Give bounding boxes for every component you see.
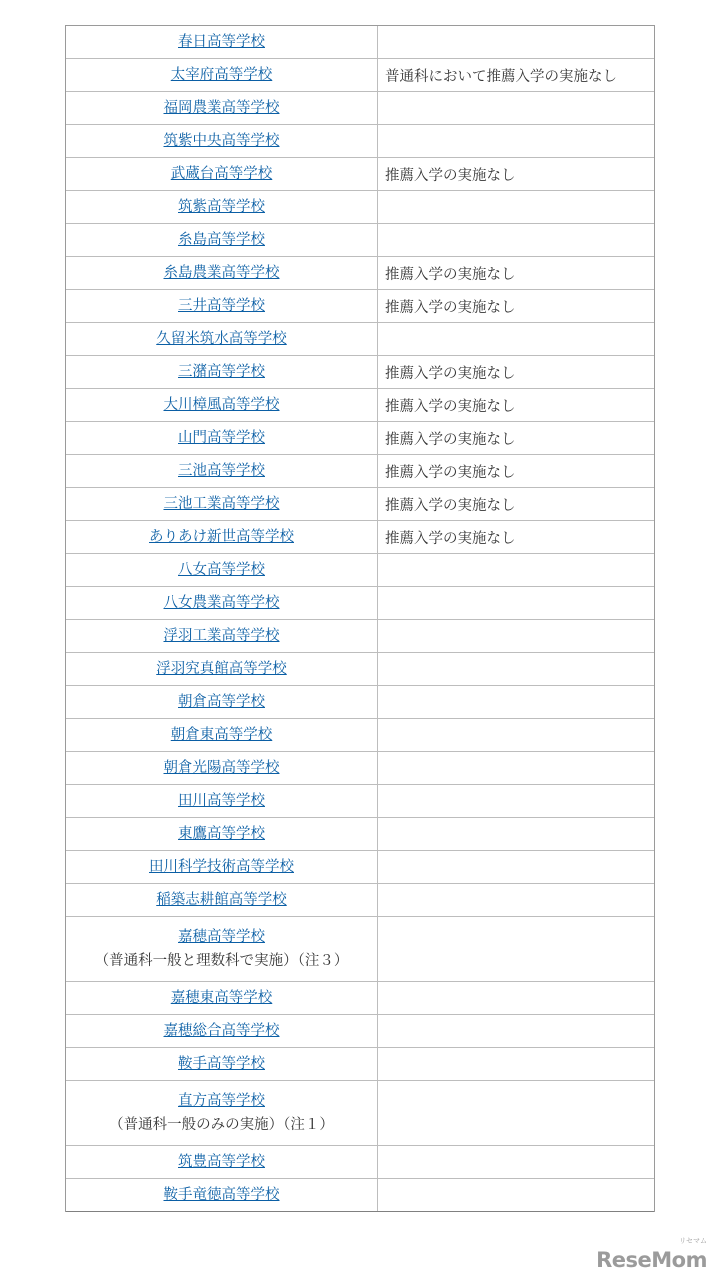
note-cell (378, 125, 654, 157)
school-link[interactable]: 嘉穂高等学校 (178, 929, 265, 945)
note-cell (378, 982, 654, 1014)
school-link[interactable]: 春日高等学校 (178, 34, 265, 50)
note-cell: 推薦入学の実施なし (385, 365, 516, 382)
school-link[interactable]: 三井高等学校 (178, 298, 265, 314)
table-row (66, 26, 654, 59)
school-link[interactable]: 浮羽工業高等学校 (163, 628, 280, 644)
school-name-cell (66, 521, 378, 553)
table-row (66, 719, 654, 752)
note-cell (378, 92, 654, 124)
school-link[interactable]: 朝倉光陽高等学校 (163, 760, 280, 776)
school-link[interactable]: ありあけ新世高等学校 (149, 529, 294, 545)
school-link[interactable]: 八女高等学校 (178, 562, 265, 578)
school-link[interactable]: 朝倉東高等学校 (170, 727, 273, 743)
school-name-cell (66, 818, 378, 850)
school-name-cell (66, 1048, 378, 1080)
table-row (66, 356, 654, 389)
school-link[interactable]: 直方高等学校 (178, 1093, 265, 1109)
school-link[interactable]: 鞍手高等学校 (178, 1056, 265, 1072)
school-name-cell (66, 917, 378, 981)
table-row (66, 125, 654, 158)
school-table (65, 25, 655, 1212)
table-row (66, 884, 654, 917)
school-link[interactable]: 稲築志耕館高等学校 (156, 892, 287, 908)
note-cell (378, 1146, 654, 1178)
note-cell: 推薦入学の実施なし (385, 530, 516, 547)
school-name-cell (66, 686, 378, 718)
school-link[interactable]: 浮羽究真館高等学校 (156, 661, 287, 677)
note-cell (378, 587, 654, 619)
school-name-cell (66, 1015, 378, 1047)
table-row (66, 257, 654, 290)
table-row (66, 785, 654, 818)
note-cell: 推薦入学の実施なし (385, 167, 516, 184)
school-name-cell (66, 92, 378, 124)
note-cell (378, 224, 654, 256)
school-link[interactable]: 筑紫高等学校 (178, 199, 265, 215)
note-cell (378, 884, 654, 916)
school-name-cell (66, 785, 378, 817)
school-link[interactable]: 山門高等学校 (178, 430, 265, 446)
note-cell (378, 1048, 654, 1080)
school-link[interactable]: 糸島高等学校 (178, 232, 265, 248)
table-row (66, 224, 654, 257)
note-cell (378, 191, 654, 223)
note-cell (378, 1015, 654, 1047)
table-row (66, 686, 654, 719)
table-row (66, 1081, 654, 1146)
school-name-cell (66, 620, 378, 652)
school-name-cell (66, 1146, 378, 1178)
note-cell (378, 1081, 654, 1145)
school-link[interactable]: 鞍手竜徳高等学校 (163, 1187, 280, 1203)
school-link[interactable]: 八女農業高等学校 (163, 595, 280, 611)
school-name-cell (66, 982, 378, 1014)
note-cell: 推薦入学の実施なし (385, 266, 516, 283)
school-link[interactable]: 田川高等学校 (178, 793, 265, 809)
school-link[interactable]: 三池高等学校 (178, 463, 265, 479)
table-row (66, 422, 654, 455)
school-link[interactable]: 朝倉高等学校 (178, 694, 265, 710)
school-link[interactable]: 久留米筑水高等学校 (156, 331, 287, 347)
table-row (66, 851, 654, 884)
school-link[interactable]: 大川樟風高等学校 (163, 397, 280, 413)
school-name-cell (66, 1081, 378, 1145)
school-link[interactable]: 福岡農業高等学校 (163, 100, 280, 116)
school-name-cell (66, 851, 378, 883)
table-row (66, 488, 654, 521)
note-cell (378, 620, 654, 652)
note-cell (378, 785, 654, 817)
table-row (66, 587, 654, 620)
note-cell (378, 554, 654, 586)
table-row (66, 1015, 654, 1048)
note-cell: 推薦入学の実施なし (385, 497, 516, 514)
school-name-cell (66, 224, 378, 256)
watermark-kana: リセマム (679, 1237, 707, 1245)
school-name-cell (66, 587, 378, 619)
note-cell (378, 752, 654, 784)
school-name-cell (66, 653, 378, 685)
table-row (66, 59, 654, 92)
school-name-cell (66, 884, 378, 916)
school-name-cell (66, 752, 378, 784)
table-row (66, 389, 654, 422)
school-name-cell (66, 158, 378, 190)
school-name-cell (66, 191, 378, 223)
school-name-cell (66, 455, 378, 487)
school-name-cell (66, 257, 378, 289)
school-link[interactable]: 田川科学技術高等学校 (149, 859, 294, 875)
note-cell (378, 851, 654, 883)
note-cell: 推薦入学の実施なし (385, 398, 516, 415)
school-name-cell (66, 26, 378, 58)
table-row (66, 1048, 654, 1081)
table-row (66, 620, 654, 653)
school-link[interactable]: 筑紫中央高等学校 (163, 133, 280, 149)
school-name-cell (66, 422, 378, 454)
school-name-cell (66, 125, 378, 157)
table-row (66, 982, 654, 1015)
school-name-cell (66, 389, 378, 421)
note-cell (378, 653, 654, 685)
note-cell: 推薦入学の実施なし (385, 431, 516, 448)
note-cell (378, 917, 654, 981)
school-link[interactable]: 嘉穂総合高等学校 (163, 1023, 280, 1039)
note-cell (378, 719, 654, 751)
table-row (66, 653, 654, 686)
table-row (66, 521, 654, 554)
school-link[interactable]: 嘉穂東高等学校 (170, 990, 273, 1006)
school-name-cell (66, 488, 378, 520)
school-link[interactable]: 三潴高等学校 (178, 364, 265, 380)
note-cell: 普通科において推薦入学の実施なし (385, 68, 617, 85)
school-name-cell (66, 290, 378, 322)
school-name-cell (66, 59, 378, 91)
resemom-logo: ReseMom (596, 1248, 707, 1272)
note-cell: 推薦入学の実施なし (385, 299, 516, 316)
school-link[interactable]: 三池工業高等学校 (163, 496, 280, 512)
school-link[interactable]: 太宰府高等学校 (170, 67, 273, 83)
table-row (66, 917, 654, 982)
note-cell (378, 26, 654, 58)
note-cell (378, 323, 654, 355)
school-link[interactable]: 筑豊高等学校 (178, 1154, 265, 1170)
school-link[interactable]: 東鷹高等学校 (178, 826, 265, 842)
table-row (66, 290, 654, 323)
table-row (66, 818, 654, 851)
note-cell (378, 1179, 654, 1211)
school-link[interactable]: 武蔵台高等学校 (170, 166, 273, 182)
school-link[interactable]: 糸島農業高等学校 (163, 265, 280, 281)
note-cell: 推薦入学の実施なし (385, 464, 516, 481)
note-cell (378, 686, 654, 718)
table-row (66, 158, 654, 191)
note-cell (378, 818, 654, 850)
table-row (66, 191, 654, 224)
school-name-cell (66, 356, 378, 388)
table-row (66, 752, 654, 785)
table-row (66, 554, 654, 587)
table-row (66, 455, 654, 488)
school-subnote: （普通科一般のみの実施）（注１） (109, 1117, 334, 1133)
school-name-cell (66, 554, 378, 586)
school-name-cell (66, 323, 378, 355)
table-row (66, 92, 654, 125)
school-name-cell (66, 719, 378, 751)
school-subnote: （普通科一般と理数科で実施）（注３） (94, 953, 349, 969)
table-row (66, 1179, 654, 1212)
school-name-cell (66, 1179, 378, 1211)
table-row (66, 1146, 654, 1179)
table-row (66, 323, 654, 356)
